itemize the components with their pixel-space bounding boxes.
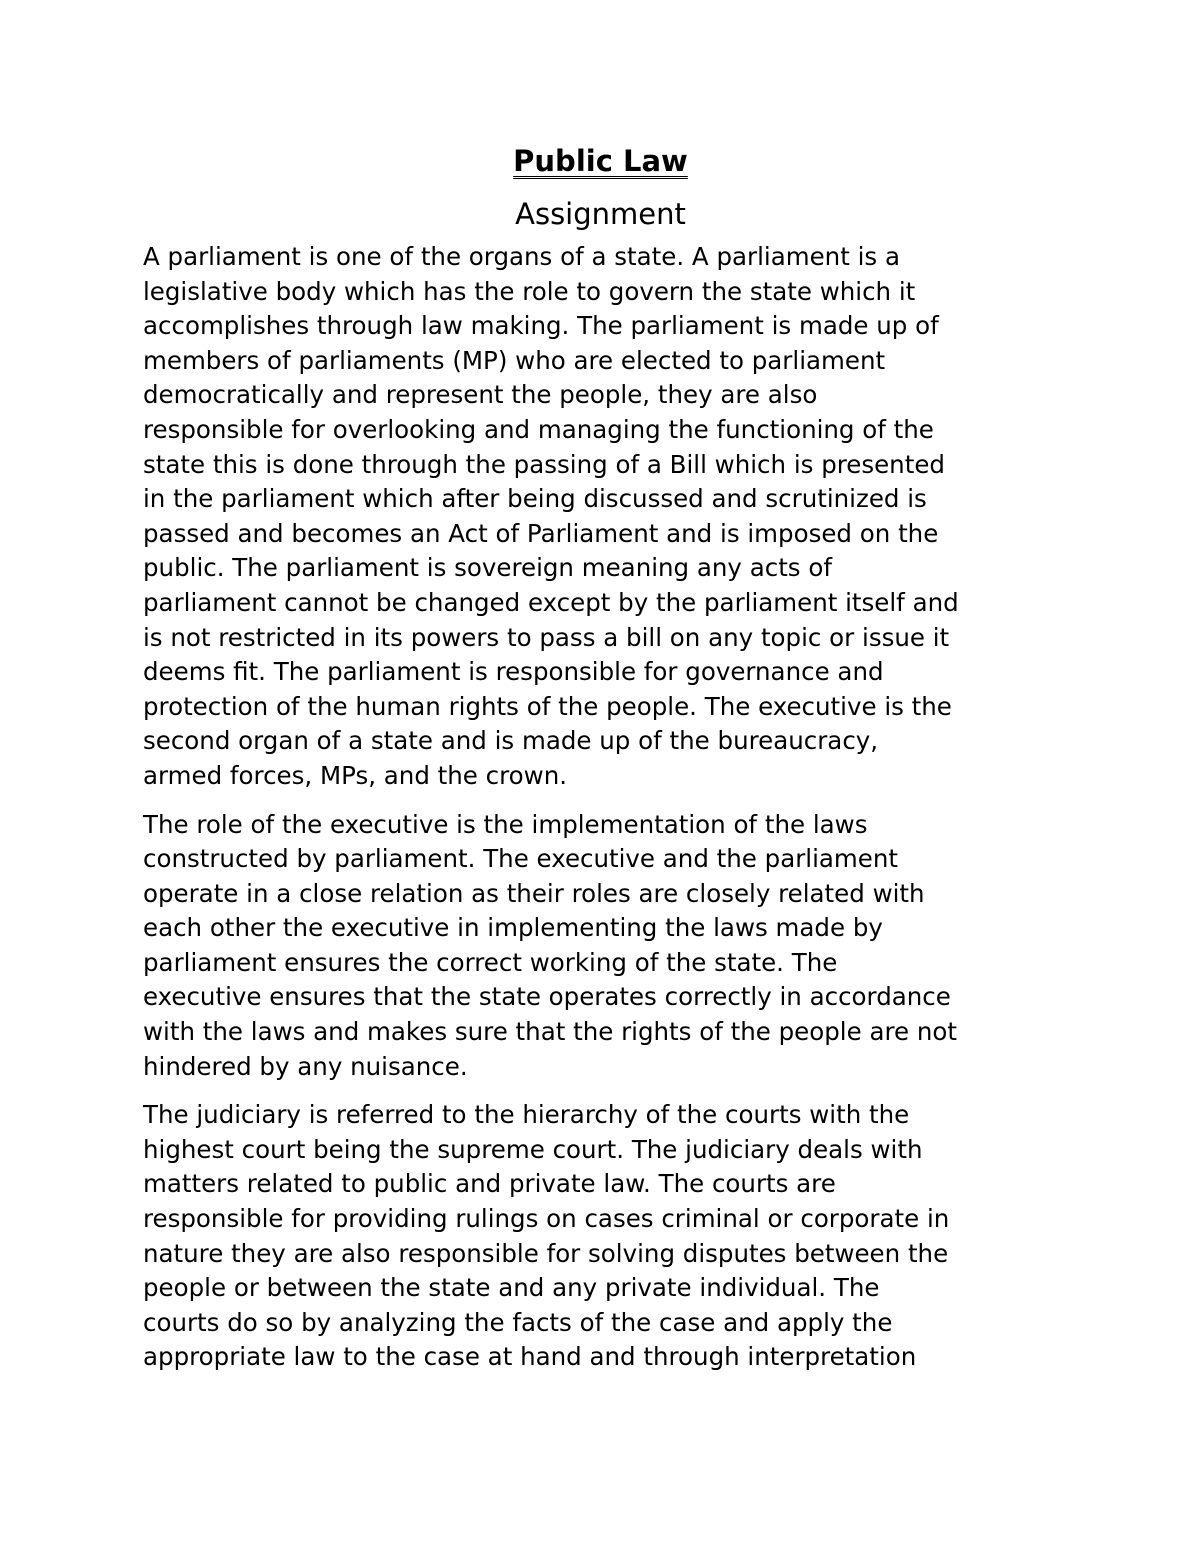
text-line: passed and becomes an Act of Parliament and is imposed on the: [143, 518, 939, 548]
text-line: parliament cannot be changed except by the parliament itself and: [143, 587, 959, 617]
text-line: matters related to public and private law. The courts are: [143, 1169, 836, 1199]
text-line: state this is done through the passing of a Bill which is presented: [143, 449, 945, 479]
paragraph-executive: [143, 808, 1058, 1085]
text-line: legislative body which has the role to govern the state which it: [143, 276, 916, 306]
text-line: operate in a close relation as their roles are closely related with: [143, 878, 925, 908]
text-line: appropriate law to the case at hand and through interpretation: [143, 1342, 917, 1372]
text-line: in the parliament which after being discussed and scrutinized is: [143, 484, 927, 514]
text-line: people or between the state and any private individual. The: [143, 1273, 880, 1303]
text-line: is not restricted in its powers to pass a bill on any topic or issue it: [143, 622, 950, 652]
text-line: responsible for providing rulings on cases criminal or corporate in: [143, 1204, 950, 1234]
text-line: nature they are also responsible for solving disputes between the: [143, 1238, 949, 1268]
text-line: The role of the executive is the implementation of the laws: [143, 809, 868, 839]
document-body: [143, 240, 1058, 1375]
text-line: hindered by any nuisance.: [143, 1051, 468, 1081]
text-line: parliament ensures the correct working of the state. The: [143, 947, 838, 977]
text-line: deems fit. The parliament is responsible for governance and: [143, 657, 884, 687]
text-line: accomplishes through law making. The parliament is made up of: [143, 311, 939, 341]
text-line: public. The parliament is sovereign meaning any acts of: [143, 553, 832, 583]
text-line: highest court being the supreme court. The judiciary deals with: [143, 1134, 923, 1164]
document-subtitle: Assignment: [515, 197, 686, 231]
text-line: second organ of a state and is made up of the bureaucracy,: [143, 726, 879, 756]
document-title: Public Law: [513, 144, 688, 178]
text-line: constructed by parliament. The executive and the parliament: [143, 844, 899, 874]
paragraph-judiciary: [143, 1098, 1058, 1375]
text-line: A parliament is one of the organs of a state. A parliament is a: [143, 242, 900, 271]
text-line: armed forces, MPs, and the crown.: [143, 760, 568, 790]
text-line: executive ensures that the state operates correctly in accordance: [143, 982, 951, 1012]
text-line: members of parliaments (MP) who are elected to parliament: [143, 345, 886, 375]
text-line: with the laws and makes sure that the rights of the people are not: [143, 1017, 957, 1047]
text-line: each other the executive in implementing the laws made by: [143, 913, 883, 943]
paragraph-parliament: [143, 240, 1058, 794]
text-line: The judiciary is referred to the hierarchy of the courts with the: [143, 1100, 910, 1130]
text-line: responsible for overlooking and managing the functioning of the: [143, 414, 934, 444]
text-line: democratically and represent the people, they are also: [143, 380, 818, 410]
text-line: protection of the human rights of the people. The executive is the: [143, 691, 952, 721]
text-line: courts do so by analyzing the facts of the case and apply the: [143, 1307, 893, 1337]
